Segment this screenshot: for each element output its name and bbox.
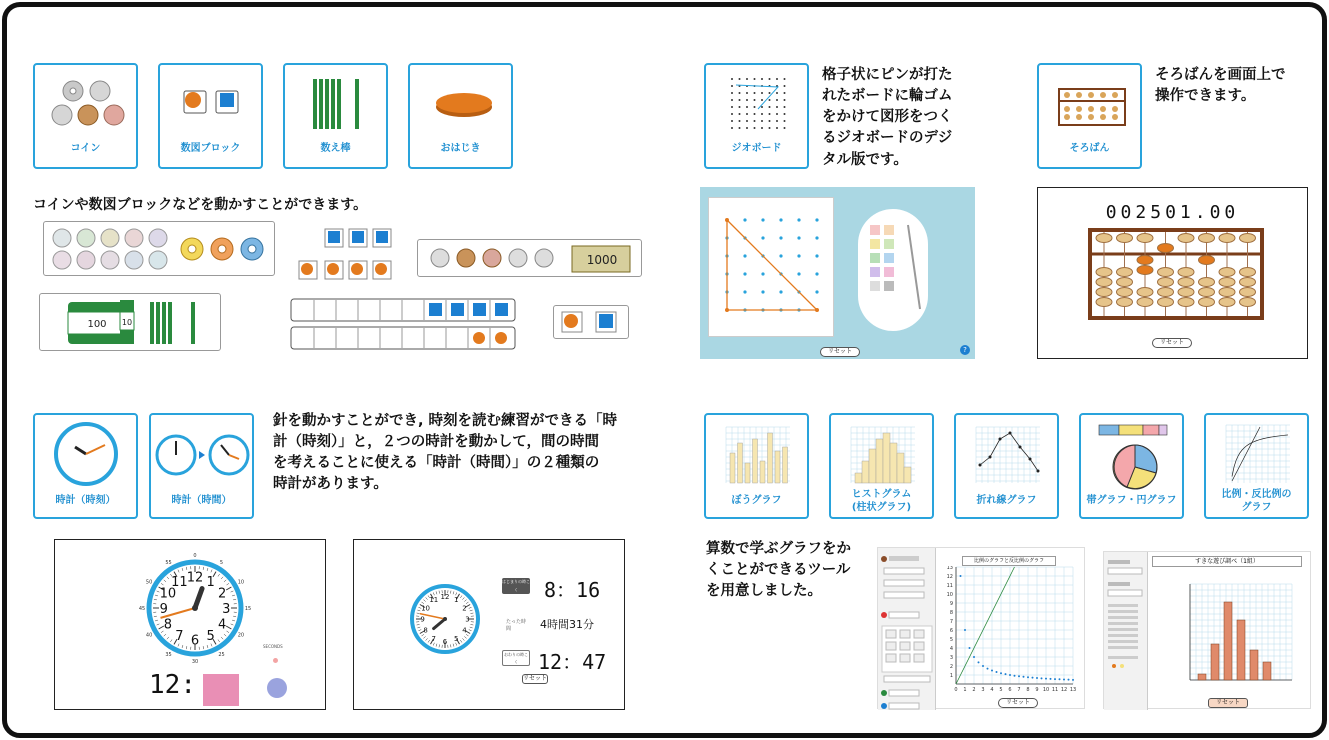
- clock-number: 11: [429, 596, 439, 605]
- y-tick: 6: [949, 628, 953, 634]
- x-tick: 11: [1051, 687, 1059, 693]
- counting-stick-tile[interactable]: [283, 63, 388, 169]
- number-block-icon: [180, 87, 244, 117]
- flower-icons: [181, 238, 263, 260]
- band-pie-tile-label: 帯グラフ・円グラフ: [1086, 495, 1177, 506]
- soroban-tile[interactable]: [1037, 63, 1142, 169]
- svg-text:100: 100: [87, 319, 107, 330]
- clock-icon: [53, 421, 119, 487]
- seconds-toggle-label[interactable]: SECONDS: [263, 644, 283, 649]
- help-icon[interactable]: ?: [960, 345, 970, 355]
- soroban-app[interactable]: [1037, 187, 1308, 359]
- clock-time-app[interactable]: [54, 539, 326, 710]
- bar-graph-title: すきな遊び調べ（1組）: [1152, 556, 1302, 567]
- x-tick: 12: [1060, 687, 1068, 693]
- minute-number: 25: [218, 651, 225, 658]
- minute-number: 20: [237, 632, 245, 639]
- clock-number: 10: [159, 586, 177, 602]
- clock-face[interactable]: [135, 550, 255, 666]
- clock-number: 4: [217, 617, 227, 633]
- minute-color-block[interactable]: [203, 674, 239, 706]
- money-icons: [418, 240, 640, 276]
- proportion-graph-plot[interactable]: [940, 566, 1084, 696]
- block-tile-label: 数図ブロック: [180, 143, 241, 154]
- geoboard-board[interactable]: [708, 197, 834, 337]
- geoboard-tile[interactable]: [704, 63, 809, 169]
- y-tick: 3: [949, 655, 953, 661]
- clock-number: 2: [217, 586, 227, 602]
- geoboard-icon: [728, 75, 790, 133]
- svg-text:10: 10: [121, 318, 133, 327]
- clock-number: 12: [440, 593, 450, 602]
- soroban-icon: [1057, 87, 1127, 129]
- x-tick: 8: [1026, 687, 1030, 693]
- geoboard-pins: [709, 198, 833, 336]
- minute-number: 0: [193, 553, 197, 559]
- line-graph-tile-label: 折れ線グラフ: [976, 495, 1037, 506]
- y-tick: 12: [946, 574, 953, 580]
- x-tick: 9: [1035, 687, 1039, 693]
- y-tick: 7: [949, 619, 953, 625]
- clock-number: 2: [462, 604, 467, 613]
- clock-reset-button[interactable]: リセット: [523, 675, 547, 682]
- clock-number: 7: [175, 629, 184, 645]
- second-dot[interactable]: [267, 678, 287, 698]
- clock-number: 5: [453, 634, 459, 643]
- clock-number: 3: [222, 602, 231, 617]
- two-clocks-icon: [155, 433, 251, 477]
- x-tick: 7: [1017, 687, 1021, 693]
- ohajiki-icon: [434, 87, 494, 121]
- bar-graph-tile[interactable]: [704, 413, 809, 519]
- bar-graph-plot[interactable]: [1180, 572, 1302, 694]
- soroban-board[interactable]: [1088, 228, 1264, 320]
- proportion-graph-tile[interactable]: [1204, 413, 1309, 519]
- proportion-tile-label: 比例・反比例の グラフ: [1221, 489, 1292, 513]
- ohajiki-tile-label: おはじき: [440, 143, 481, 154]
- ohajiki-tile[interactable]: [408, 63, 513, 169]
- clock-number: 7: [431, 634, 437, 643]
- bar-graph-icon: [724, 425, 792, 485]
- geoboard-description: 格子状にピンが打た れたボードに輪ゴム をかけて図形をつく るジオボードのデジ タル版です。: [822, 67, 953, 168]
- ten-frame-rows: [289, 297, 521, 353]
- proportion-graph-app[interactable]: [877, 547, 1085, 709]
- clock-duration-tile[interactable]: [149, 413, 254, 519]
- clock-time-tile[interactable]: [33, 413, 138, 519]
- clock-number: 6: [442, 637, 448, 646]
- coin-palette[interactable]: [43, 221, 275, 276]
- elapsed-time: 4時間31分: [540, 618, 594, 631]
- end-time-label: おわりの時こく: [504, 652, 528, 664]
- minute-number: 10: [237, 579, 245, 586]
- soroban-description: そろばんを画面上で 操作できます。: [1155, 67, 1286, 105]
- elapsed-label: たった時間: [506, 619, 527, 632]
- coins-description: コインや数図ブロックなどを動かすことができます。: [33, 197, 368, 213]
- block-scatter: [291, 225, 411, 285]
- start-time-label: はじまりの時こく: [502, 579, 530, 592]
- clock-number: 8: [163, 617, 173, 633]
- block-pair[interactable]: [553, 305, 629, 339]
- minute-number: 50: [145, 579, 153, 586]
- hour-readout: 12:: [149, 670, 196, 700]
- minute-number: 40: [145, 632, 153, 639]
- y-tick: 2: [949, 664, 953, 670]
- line-graph-icon: [974, 425, 1042, 485]
- clock-number: 9: [420, 615, 425, 624]
- x-tick: 3: [981, 687, 985, 693]
- y-tick: 5: [949, 637, 953, 643]
- stick-palette[interactable]: [39, 293, 221, 351]
- y-tick: 4: [949, 646, 953, 652]
- soroban-tile-label: そろばん: [1069, 143, 1110, 154]
- y-tick: 1: [949, 673, 953, 679]
- soroban-reset-button[interactable]: リセット: [1152, 338, 1192, 348]
- clock-number: 12: [186, 570, 204, 586]
- counting-stick-tile-label: 数え棒: [320, 143, 351, 154]
- clock-number: 4: [462, 626, 467, 635]
- minute-number: 45: [138, 606, 146, 612]
- histogram-icon: [849, 425, 917, 485]
- clock-duration-tile-label: 時計（時間）: [171, 495, 232, 506]
- histogram-tile[interactable]: [829, 413, 934, 519]
- line-graph-tile[interactable]: [954, 413, 1059, 519]
- side-panel-controls: [878, 548, 936, 710]
- bar-reset-button[interactable]: リセット: [1208, 698, 1248, 708]
- band-pie-icon: [1097, 421, 1169, 491]
- bar-graph-tile-label: ぼうグラフ: [731, 495, 782, 506]
- start-time: 8：16: [544, 578, 601, 602]
- stick-bundle-icon: [40, 294, 220, 350]
- geoboard-app[interactable]: [700, 187, 975, 359]
- minute-number: 55: [165, 560, 172, 567]
- coins-icon: [49, 75, 127, 127]
- clock-number: 6: [190, 633, 200, 649]
- minute-number: 5: [219, 560, 224, 567]
- proportion-graph-icon: [1224, 423, 1292, 485]
- x-tick: 1: [963, 687, 967, 693]
- bar-side-controls: [1104, 552, 1148, 710]
- x-tick: 13: [1069, 687, 1077, 693]
- clock-duration-app[interactable]: [353, 539, 625, 710]
- coin-palette-icon: [44, 222, 274, 275]
- coin-tile-label: コイン: [70, 143, 101, 154]
- proportion-reset-button[interactable]: リセット: [998, 698, 1038, 708]
- coin-tile[interactable]: [33, 63, 138, 169]
- y-tick: 13: [946, 566, 953, 571]
- rubber-band-palette[interactable]: [858, 209, 928, 331]
- x-tick: 10: [1042, 687, 1050, 693]
- clock-number: 1: [206, 574, 215, 590]
- y-tick: 8: [949, 610, 953, 616]
- clock-face-duration[interactable]: [408, 582, 482, 656]
- end-time: 12：47: [538, 650, 607, 674]
- x-tick: 6: [1008, 687, 1012, 693]
- band-pie-graph-tile[interactable]: [1079, 413, 1184, 519]
- minute-number: 35: [165, 651, 172, 658]
- clock-description: 針を動かすことができ, 時刻を読む練習ができる「時 計（時刻）」と，２つの時計を動かして，間の時間 を考えることに使える「時計（時間）」の２種類の 時計があります。: [273, 413, 618, 493]
- bar-graph-app[interactable]: [1103, 551, 1311, 709]
- geoboard-reset-button[interactable]: リセット: [820, 347, 860, 357]
- counting-sticks-icon: [309, 77, 369, 133]
- clock-number: 3: [465, 615, 470, 624]
- palette-swatches: [858, 209, 928, 331]
- block-pair-icon: [554, 306, 628, 338]
- geoboard-tile-label: ジオボード: [731, 143, 782, 154]
- clock-number: 5: [206, 629, 215, 645]
- bar-side-panel[interactable]: [1104, 552, 1148, 710]
- seconds-dot-icon: [273, 658, 278, 663]
- clock-number: 10: [421, 604, 431, 613]
- minute-number: 15: [244, 606, 252, 612]
- x-tick: 0: [954, 687, 958, 693]
- soroban-readout: 002501.00: [1105, 202, 1240, 223]
- clock-number: 8: [423, 626, 428, 635]
- y-tick: 11: [946, 583, 953, 589]
- y-tick: 10: [946, 592, 953, 598]
- money-tray[interactable]: [417, 239, 642, 277]
- histogram-tile-label: ヒストグラム (柱状グラフ): [851, 489, 912, 513]
- proportion-graph-title: 比例のグラフと反比例のグラフ: [962, 556, 1056, 566]
- clock-number: 1: [453, 596, 459, 605]
- y-tick: 9: [949, 601, 953, 607]
- bill-value: 1000: [586, 253, 618, 267]
- clock-number: 11: [171, 574, 188, 590]
- block-tile[interactable]: [158, 63, 263, 169]
- x-tick: 4: [990, 687, 994, 693]
- minute-number: 30: [191, 659, 199, 665]
- clock-time-tile-label: 時計（時刻）: [55, 495, 116, 506]
- x-tick: 2: [972, 687, 976, 693]
- x-tick: 5: [999, 687, 1003, 693]
- graph-side-panel[interactable]: [878, 548, 936, 710]
- clock-number: 9: [159, 602, 168, 617]
- graph-description: 算数で学ぶグラフをか くことができるツール を用意しました。: [706, 541, 851, 600]
